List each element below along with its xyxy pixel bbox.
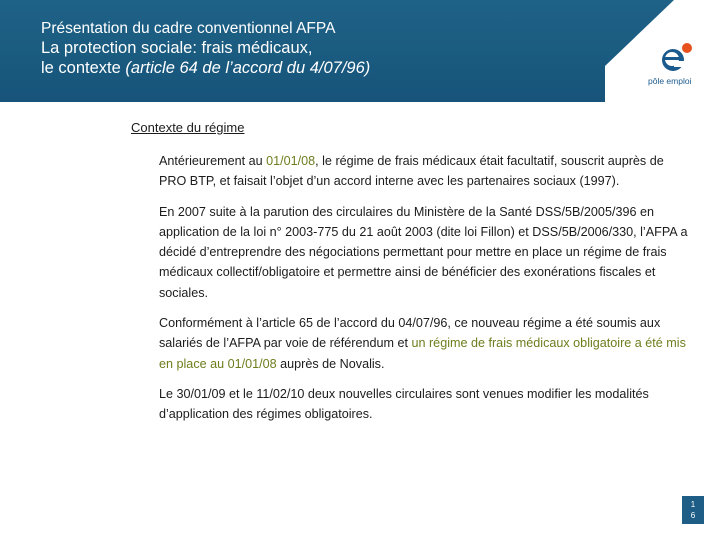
paragraph-1 (159, 151, 689, 192)
section-title: Contexte du régime (131, 120, 245, 135)
logo-text: pôle emploi (648, 76, 692, 86)
page-number: 1 (690, 500, 696, 509)
slide-title (41, 20, 370, 78)
p3-text-a: Conformément à l’article 65 de l’accord du 04/07/96, ce nouveau régime a été soumis aux salariés de l’AFPA par voie de référendum et (159, 316, 661, 351)
p1-date-highlight: 01/01/08 (266, 154, 316, 168)
page-number-badge (682, 496, 704, 524)
page-total: 6 (690, 511, 696, 520)
title-line-3 (41, 58, 370, 78)
paragraph-2: En 2007 suite à la parution des circulaires du Ministère de la Santé DSS/5B/2005/396 en application de la loi n° 2003-775 du 21 août 2003 (dite loi Fillon) et DSS/5B/2006/330, l’AFPA a décidé d’entreprendre des négociations permettant pour mettre en place un régime de frais médicaux collectif/obligatoire et permettre ainsi de bénéficier des exonérations fiscales et sociales. (159, 204, 688, 300)
title-line-2: La protection sociale: frais médicaux, (41, 39, 313, 57)
p3-text-b: auprès de Novalis. (276, 356, 385, 371)
paragraph-3 (159, 313, 689, 374)
p1-text-a: Antérieurement au (159, 154, 267, 168)
title-line-3-main: le contexte (41, 59, 126, 77)
title-line-3-italic: (article 64 de l’accord du 4/07/96) (125, 59, 371, 77)
p3-highlight: un régime de frais médicaux obligatoire a été mis en place au 01/01/08 (159, 336, 686, 371)
paragraph-4: Le 30/01/09 et le 11/02/10 deux nouvelles circulaires sont venues modifier les modalités d’application des régimes obligatoires. (159, 386, 649, 422)
p1-text-b: , le régime de frais médicaux était facultatif, souscrit auprès de PRO BTP, et faisait l’objet d’un accord interne avec les partenaires sociaux (1997). (159, 154, 664, 189)
body-content (159, 151, 689, 435)
title-line-1: Présentation du cadre conventionnel AFPA (41, 20, 336, 37)
